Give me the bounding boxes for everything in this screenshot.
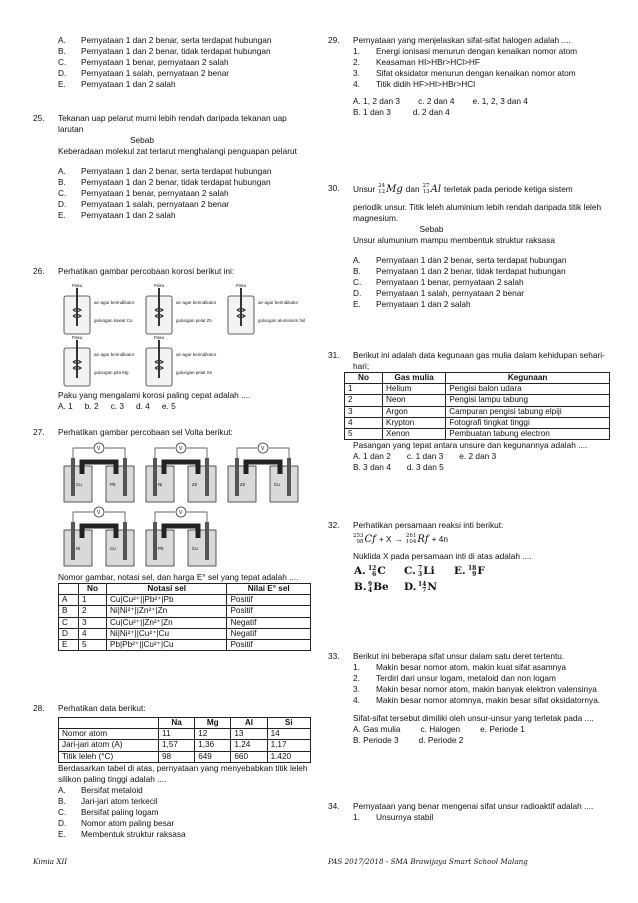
table-cell: 660 — [231, 751, 267, 762]
table-cell: Positif — [227, 640, 311, 651]
question-text: Berikut ini beberapa sifat unsur dalam satu deret tertentu. — [353, 651, 565, 661]
column-header — [59, 583, 79, 594]
answer-option: e. Periode 1 — [480, 723, 525, 734]
nail-label: Paku — [72, 334, 83, 340]
answer-option: D. Nomor atom paling besar — [58, 817, 175, 828]
reason-text: Keberadaan molekul zat terlarut menghalangi penguapan pelarut — [58, 145, 297, 156]
answer-option: d. 3 dan 5 — [406, 462, 444, 473]
electrode-label: Ni — [76, 545, 81, 551]
nuclide-choice: B. 9 4 Be — [354, 580, 389, 594]
q30-dan: dan — [405, 184, 420, 195]
answer-option: E. Membentuk struktur raksasa — [58, 828, 186, 839]
column-header: Kegunaan — [446, 372, 610, 383]
nail-label: Paku — [154, 282, 165, 288]
answer-option: B. Pernyataan 1 dan 2 benar, tidak terdapat hubungan — [58, 176, 271, 187]
table-row — [59, 606, 311, 617]
nuclide-choices — [354, 565, 610, 595]
question-text: periodik unsur. Titik leleh aluminium lebih rendah daripada titik leleh magnesium. — [353, 202, 602, 224]
wire-label: gulungan pelat Zn — [176, 317, 213, 323]
table-cell: D — [59, 628, 79, 639]
question-34 — [328, 801, 610, 823]
column-header: Notasi sel — [107, 583, 227, 594]
question-text: Pernyataan yang benar mengenai sifat unsur radioaktif adalah .... — [353, 801, 594, 811]
q30-prefix: Unsur — [353, 184, 376, 195]
electrode-label: Cu — [110, 545, 116, 551]
table-cell: Nomor atom — [59, 729, 159, 740]
table-cell: Negatif — [227, 628, 311, 639]
table-cell: Krypton — [383, 417, 446, 428]
table-header-row — [345, 372, 610, 383]
volta-table — [58, 583, 311, 652]
answer-option: E. Pernyataan 1 dan 2 salah — [58, 209, 176, 220]
electrode-label: Ni — [158, 481, 163, 487]
statement-item: 1. Unsurnya stabil — [353, 811, 434, 822]
table-cell: E — [59, 640, 79, 651]
nuclide-choice: E. 18 9 F — [454, 564, 485, 578]
answer-option: D. Pernyataan 1 salah, pernyataan 2 benar — [58, 67, 230, 78]
table-cell: 13 — [231, 729, 267, 740]
svg-text:V: V — [179, 509, 183, 516]
column-header — [59, 717, 159, 728]
column-header: No — [345, 372, 383, 383]
table-row — [59, 640, 311, 651]
table-cell: Positif — [227, 606, 311, 617]
answer-option: C. Pernyataan 1 benar, pernyataan 2 salah — [58, 56, 229, 67]
table-cell: Neon — [383, 395, 446, 406]
electrode-label: Cu — [76, 481, 82, 487]
question-number: 30. — [328, 183, 340, 193]
table-cell: Fotografi tingkat tinggi — [446, 417, 610, 428]
nail-label: Paku — [236, 282, 247, 288]
column-header: No — [79, 583, 107, 594]
table-cell: C — [59, 617, 79, 628]
table-header-row — [59, 583, 311, 594]
question-number: 33. — [328, 651, 340, 661]
question-27 — [33, 427, 311, 651]
question-prompt: Nomor gambar, notasi sel, dan harga E° sel yang tepat adalah .... — [58, 571, 299, 582]
question-text: Perhatikan gambar percobaan korosi berikut ini: — [58, 266, 235, 276]
table-row — [59, 628, 311, 639]
question-prompt: Pasangan yang tepat antara unsure dan kegunannya adalah .... — [353, 440, 588, 451]
table-cell: 11 — [159, 729, 195, 740]
volta-cell — [146, 507, 216, 566]
question-prompt: Berdasarkan tabel di atas, pernyataan yang menyebabkan titik leleh silikon paling tinggi adalah .... — [58, 762, 308, 784]
answer-option: D. Pernyataan 1 salah, pernyataan 2 benar — [58, 198, 230, 209]
answer-option: c. 3 — [110, 400, 125, 411]
question-number: 25. — [33, 113, 45, 123]
column-header: Na — [159, 717, 195, 728]
table-cell: 12 — [195, 729, 231, 740]
question-number: 32. — [328, 520, 340, 530]
answer-option: B. 1 dan 3 — [353, 106, 391, 117]
volta-cell — [64, 443, 134, 502]
table-cell: Argon — [383, 406, 446, 417]
answer-option: C. Bersifat paling logam — [58, 806, 159, 817]
answer-option: A. Bersifat metaloid — [58, 784, 143, 795]
volta-cell-figure — [58, 442, 311, 572]
table-row — [345, 395, 610, 406]
medium-label: air-agar berindikator — [176, 351, 217, 357]
table-cell: 1.420 — [267, 751, 310, 762]
question-text: Berikut ini adalah data kegunaan gas mulia dalam kehidupan sehari-hari; — [353, 350, 605, 371]
answer-option: B. Periode 3 — [353, 734, 399, 745]
answer-option: d. Periode 2 — [418, 734, 464, 745]
question-number: 28. — [33, 703, 45, 713]
question-number: 26. — [33, 266, 45, 276]
table-row — [59, 740, 311, 751]
question-text: Perhatikan gambar percobaan sel Volta berikut: — [58, 427, 233, 437]
question-30 — [328, 183, 610, 310]
question-number: 31. — [328, 350, 340, 360]
table-cell: 1,17 — [267, 740, 310, 751]
answer-option: B. Pernyataan 1 dan 2 benar, tidak terdapat hubungan — [58, 45, 271, 56]
question-32 — [328, 520, 610, 595]
answer-option: C. Pernyataan 1 benar, pernyataan 2 salah — [58, 187, 229, 198]
table-cell: Pembuatan tabung electron — [446, 429, 610, 440]
table-cell: 1 — [345, 384, 383, 395]
wire-label: gulungan pita Mg — [94, 369, 129, 375]
answer-option: A. 1 — [58, 400, 73, 411]
table-cell: 4 — [79, 628, 107, 639]
volta-cell — [146, 443, 216, 502]
nail-label: Paku — [154, 334, 165, 340]
medium-label: air-agar berindikator — [94, 351, 135, 357]
statement-item: 3. Sifat oksidator menurun dengan kenaikan nomor atom — [353, 67, 576, 78]
question-31 — [328, 350, 610, 473]
column-header: Mg — [195, 717, 231, 728]
wire-label: gulungan aluminium foil — [258, 317, 306, 323]
answer-option: E. Pernyataan 1 dan 2 salah — [58, 78, 176, 89]
table-cell: 14 — [267, 729, 310, 740]
table-cell: Ni|Ni²⁺||Zn²⁺|Zn — [107, 606, 227, 617]
question-number: 27. — [33, 427, 45, 437]
table-cell: Pb|Pb²⁺||Cu²⁺|Cu — [107, 640, 227, 651]
table-cell: 1,36 — [195, 740, 231, 751]
statement-item: 4. Titik didih HF>HI>HBr>HCl — [353, 78, 476, 89]
table-cell: 1 — [79, 595, 107, 606]
table-cell: 1,24 — [231, 740, 267, 751]
answer-option: B. Jari-jari atom terkecil — [58, 795, 158, 806]
table-row — [345, 429, 610, 440]
table-cell: 2 — [79, 606, 107, 617]
table-row — [59, 729, 311, 740]
sebab-label: Sebab — [130, 134, 154, 145]
question-number: 29. — [328, 35, 340, 45]
answer-option: B. 3 dan 4 — [353, 462, 391, 473]
question-29 — [328, 35, 610, 118]
electrode-label: Cu — [274, 481, 280, 487]
electrode-label: Cu — [192, 545, 198, 551]
table-header-row — [59, 717, 311, 728]
answer-option: D. Pernyataan 1 salah, pernyataan 2 benar — [353, 287, 525, 298]
nuclide-choice: C. 7 3 Li — [404, 564, 435, 578]
q30-postfix: terletak pada periode ketiga sistem — [444, 184, 573, 195]
answer-option: c. 2 dan 4 — [418, 95, 455, 106]
statement-item: 2. Terdiri dari unsur logam, metaloid dan non logam — [353, 672, 556, 683]
question-text: Perhatikan data berikut: — [58, 703, 146, 713]
answer-option: d. 4 — [136, 400, 150, 411]
wire-label: gulungan pelat Sn — [176, 369, 213, 375]
footer-subject: Kimia XII — [33, 857, 68, 866]
statement-item: 1. Energi ionisasi menurun dengan kenaikan nomor atom — [353, 45, 578, 56]
footer-exam-info: PAS 2017/2018 - SMA Brawijaya Smart School Malang — [328, 857, 528, 866]
answer-option: b. 2 — [84, 400, 99, 411]
answer-option: c. 1 dan 3 — [406, 451, 444, 462]
column-header: Al — [231, 717, 267, 728]
answer-option: c. Halogen — [420, 723, 461, 734]
table-row — [345, 384, 610, 395]
noble-gas-table — [344, 372, 610, 441]
answer-option: A. 1 dan 2 — [353, 451, 391, 462]
answer-option: E. Pernyataan 1 dan 2 salah — [353, 298, 471, 309]
answer-option: A. Pernyataan 1 dan 2 benar, serta terdapat hubungan — [353, 254, 567, 265]
question-text: Pernyataan yang menjelaskan sifat-sifat halogen adalah .... — [353, 35, 571, 45]
statement-item: 1. Makin besar nomor atom, makin kuat sifat asamnya — [353, 661, 566, 672]
answer-option: A. Gas mulia — [353, 723, 401, 734]
arrow-icon: → — [394, 534, 403, 545]
statement-item: 3. Makin besar nomor atom, makin banyak elektron valensinya — [353, 683, 597, 694]
table-cell: 4 — [345, 417, 383, 428]
table-row — [345, 417, 610, 428]
question-33 — [328, 651, 610, 746]
column-header: Nilai E° sel — [227, 583, 311, 594]
question-prompt: Paku yang mengalami korosi paling cepat adalah .... — [58, 389, 251, 400]
sebab-label: Sebab — [419, 224, 444, 235]
table-cell: 5 — [345, 429, 383, 440]
question-26 — [33, 266, 311, 412]
answer-option: A. Pernyataan 1 dan 2 benar, serta terdapat hubungan — [58, 165, 272, 176]
nuclear-equation: 253 98 Cf + X → 261 104 Rf + 4n — [353, 533, 448, 545]
wire-label: gulungan kawat Cu — [94, 317, 133, 323]
question-number: 34. — [328, 801, 340, 811]
table-cell: Pengisi balon udara — [446, 384, 610, 395]
electrode-label: Zn — [192, 481, 198, 487]
electrode-label: Zn — [240, 481, 246, 487]
answer-option: d. 2 dan 4 — [412, 106, 450, 117]
nail-label: Paku — [72, 282, 83, 288]
table-cell: 3 — [79, 617, 107, 628]
table-cell: Xenon — [383, 429, 446, 440]
medium-label: air-agar berindikator — [176, 299, 217, 305]
statement-item: 2. Keasaman HI>HBr>HCl>HF — [353, 56, 480, 67]
table-cell: Campuran pengisi tabung elpiji — [446, 406, 610, 417]
table-cell: 1,57 — [159, 740, 195, 751]
volta-cell — [64, 507, 134, 566]
table-cell: Positif — [227, 595, 311, 606]
answer-option: A. 1, 2 dan 3 — [353, 95, 401, 106]
svg-text:V: V — [97, 509, 101, 516]
table-cell: Titik leleh (°C) — [59, 751, 159, 762]
svg-text:V: V — [97, 445, 101, 452]
table-cell: Pengisi lampu tabung — [446, 395, 610, 406]
table-cell: 3 — [345, 406, 383, 417]
question-text: Perhatikan persamaan reaksi inti berikut: — [353, 520, 504, 530]
answer-option: e. 5 — [161, 400, 176, 411]
table-row — [345, 406, 610, 417]
table-row — [59, 617, 311, 628]
reason-text: Unsur alumunium mampu membentuk struktur raksasa — [353, 235, 555, 245]
column-header: Si — [267, 717, 310, 728]
answer-option: B. Pernyataan 1 dan 2 benar, tidak terdapat hubungan — [353, 265, 566, 276]
table-row — [59, 595, 311, 606]
electrode-label: Pb — [110, 481, 116, 487]
volta-cell — [228, 443, 298, 502]
statement-item: 4. Makin besar nomor atomnya, makin besar sifat oksidatornya. — [353, 694, 601, 705]
nuclide-choice: A. 12 6 C — [354, 564, 386, 578]
table-cell: Cu|Cu²⁺||Pb²⁺|Pb — [107, 595, 227, 606]
table-cell: 5 — [79, 640, 107, 651]
table-cell: Cu|Cu²⁺||Zn²⁺|Zn — [107, 617, 227, 628]
table-cell: Jari-jari atom (A) — [59, 740, 159, 751]
question-28 — [33, 703, 311, 840]
mg-nuclide: 24 12 Mg — [378, 183, 403, 195]
answer-option: A. Pernyataan 1 dan 2 benar, serta terdapat hubungan — [58, 35, 272, 45]
al-nuclide: 27 13 Al — [422, 183, 442, 195]
corrosion-figure — [58, 282, 311, 390]
table-cell: A — [59, 595, 79, 606]
svg-text:V: V — [179, 445, 183, 452]
answer-option: C. Pernyataan 1 benar, pernyataan 2 salah — [353, 276, 524, 287]
table-cell: B — [59, 606, 79, 617]
question-prompt: Sifat-sifat tersebut dimiliki oleh unsur-unsur yang terletak pada .... — [353, 712, 594, 723]
q24-options — [33, 35, 311, 90]
table-row — [59, 751, 311, 762]
table-cell: 98 — [159, 751, 195, 762]
table-cell: Helium — [383, 384, 446, 395]
answer-option: e. 1, 2, 3 dan 4 — [472, 95, 528, 106]
question-text: Tekanan uap pelarut murni lebih rendah daripada tekanan uap larutan — [58, 113, 287, 134]
column-header: Gas mulia — [383, 372, 446, 383]
svg-text:V: V — [261, 445, 265, 452]
table-cell: 2 — [345, 395, 383, 406]
question-25 — [33, 113, 311, 220]
question-prompt: Nuklida X pada persamaan inti di atas adalah .... — [353, 551, 532, 562]
nuclide-choice: D. 14 7 N — [404, 580, 437, 594]
table-cell: Ni|Ni²⁺||Cu²⁺|Cu — [107, 628, 227, 639]
medium-label: air-agar berindikator — [258, 299, 299, 305]
answer-option: e. 2 dan 3 — [459, 451, 497, 462]
table-cell: 649 — [195, 751, 231, 762]
electrode-label: Pb — [158, 545, 164, 551]
element-data-table — [58, 717, 311, 763]
table-cell: Negatif — [227, 617, 311, 628]
medium-label: air-agar berindikator — [94, 299, 135, 305]
